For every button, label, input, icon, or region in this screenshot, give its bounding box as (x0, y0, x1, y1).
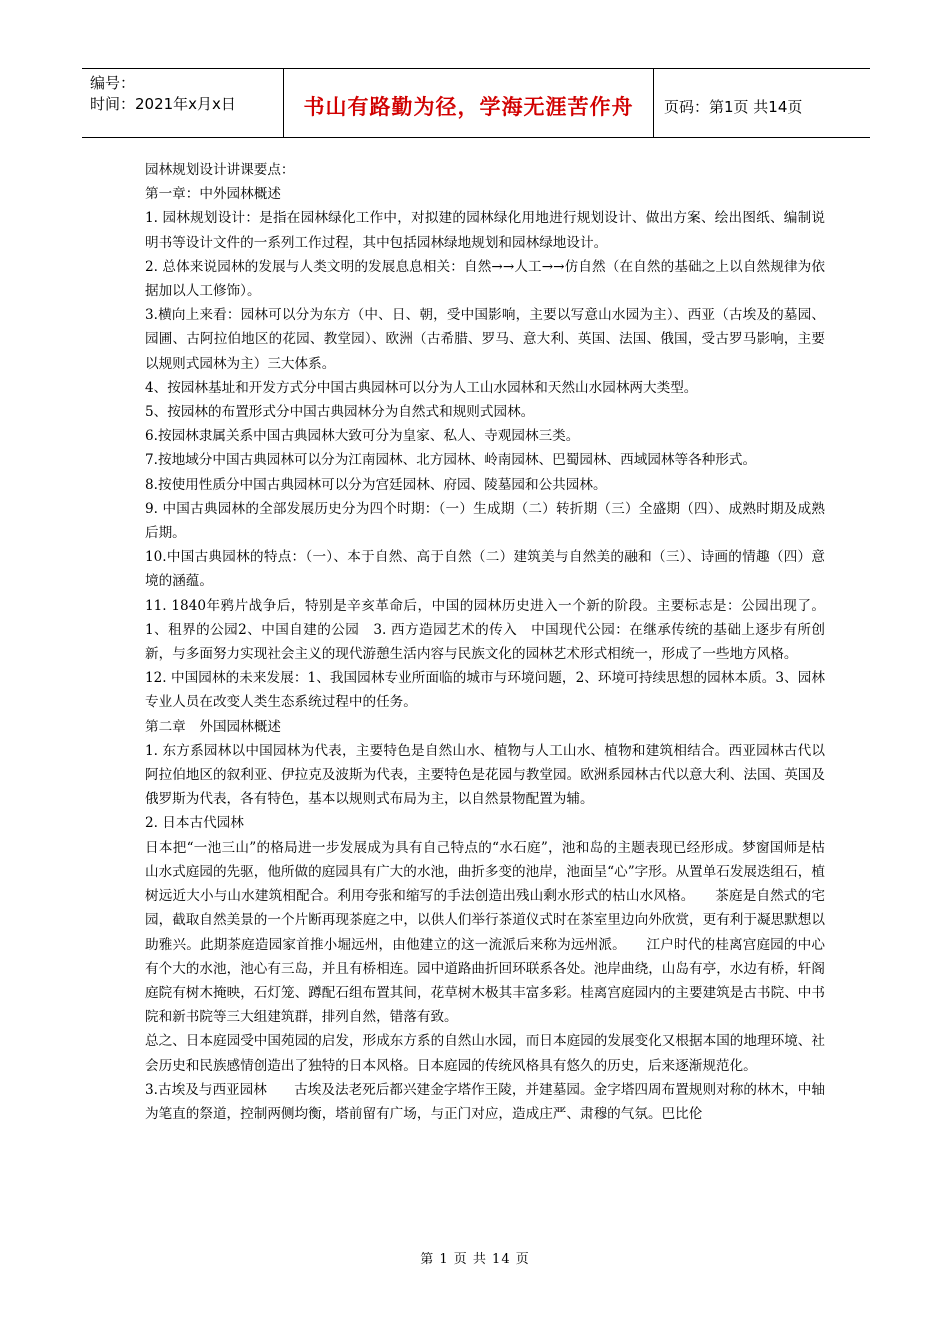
body-paragraph: 9. 中国古典园林的全部发展历史分为四个时期：（一）生成期（二）转折期（三）全盛期（四）、成熟时期及成熟后期。 (145, 500, 825, 542)
document-header (82, 68, 870, 138)
header-meta (82, 69, 284, 137)
body-paragraph: 7.按地域分中国古典园林可以分为江南园林、北方园林、岭南园林、巴蜀园林、西域园林等各种形式。 (145, 452, 757, 469)
body-paragraph: 3.古埃及与西亚园林 古埃及法老死后都兴建金字塔作王陵，并建墓园。金字塔四周布置规则对称的林木，中轴为笔直的祭道，控制两侧均衡，塔前留有广场，与正门对应，造成庄严、肃穆的气氛。巴比伦 (145, 1081, 825, 1122)
page-footer: 第 1 页 共 14 页 (420, 1252, 530, 1267)
chapter-heading: 第二章 外国园林概述 (145, 718, 281, 735)
chapter-heading: 第一章：中外园林概述 (145, 186, 281, 203)
date-label: 时间：2021年x月x日 (90, 95, 236, 113)
section-heading: 2. 日本古代园林 (145, 815, 244, 832)
body-paragraph: 3.横向上来看：园林可以分为东方（中、日、朝，受中国影响，主要以写意山水园为主）、西亚（古埃及的墓园、园圃、古阿拉伯地区的花园、教堂园）、欧洲（古希腊、罗马、意大利、英国、法国、俄国，受古罗马影响，主要以规则式园林为主）三大体系。 (145, 307, 825, 372)
body-paragraph: 总之、日本庭园受中国苑园的启发，形成东方系的自然山水园，而日本庭园的发展变化又根据本国的地理环境、社会历史和民族感情创造出了独特的日本风格。日本庭园的传统风格具有悠久的历史，后来逐渐规范化。 (145, 1033, 825, 1074)
header-page-info: 页码：第1页 共14页 (664, 97, 803, 116)
header-motto: 书山有路勤为径，学海无涯苦作舟 (284, 69, 654, 137)
body-paragraph: 5、按园林的布置形式分中国古典园林分为自然式和规则式园林。 (145, 404, 535, 421)
body-paragraph: 1. 园林规划设计：是指在园林绿化工作中，对拟建的园林绿化用地进行规划设计、做出方案、绘出图纸、编制说明书等设计文件的一系列工作过程，其中包括园林绿地规划和园林绿地设计。 (145, 210, 825, 251)
body-paragraph: 园林规划设计讲课要点： (145, 162, 295, 178)
body-paragraph: 2. 总体来说园林的发展与人类文明的发展息息相关：自然→→人工→→仿自然（在自然的基础之上以自然规律为依据加以人工修饰）。 (145, 258, 825, 300)
body-paragraph: 4、按园林基址和开发方式分中国古典园林可以分为人工山水园林和天然山水园林两大类型。 (145, 379, 698, 396)
body-paragraph: 11. 1840年鸦片战争后，特别是辛亥革命后，中国的园林历史进入一个新的阶段。主要标志是：公园出现了。1、租界的公园2、中国自建的公园 3. 西方造园艺术的传入 中国现代公园：在继承传统的基础上逐步有所创新，与多面努力实现社会主义的现代游憩生活内容与民族文化的园林艺术形式相统一，形成了一些地方风格。 (145, 597, 825, 663)
body-paragraph: 日本把“一池三山”的格局进一步发展成为具有自己特点的“水石庭”，池和岛的主题表现已经形成。梦窗国师是枯山水式庭园的先驱，他所做的庭园具有广大的水池，曲折多变的池岸，池面呈“心”字形。从置单石发展迭组石，植树远近大小与山水建筑相配合。利用夸张和缩写的手法创造出残山剩水形式的枯山水风格。 茶庭是自然式的宅园，截取自然美景的一个片断再现茶庭之中，以供人们举行茶道仪式时在茶室里边向外欣赏，更有利于凝思默想以助雅兴。此期茶庭造园家首推小堀远州，由他建立的这一流派后来称为远州派。 江户时代的桂离宫庭园的中心有个大的水池，池心有三岛，并且有桥相连。园中道路曲折回环联系各处。池岸曲绕，山岛有亭，水边有桥，轩阁庭院有树木掩映，石灯笼、蹲配石组布置其间，花草树木极其丰富多彩。桂离宫庭园内的主要建筑是古书院、中书院和新书院等三大组建筑群，排列自然，错落有致。 (145, 839, 825, 1026)
number-label: 编号： (90, 74, 136, 92)
body-paragraph: 1. 东方系园林以中国园林为代表，主要特色是自然山水、植物与人工山水、植物和建筑相结合。西亚园林古代以阿拉伯地区的叙利亚、伊拉克及波斯为代表，主要特色是花园与教堂园。欧洲系园林古代以意大利、法国、英国及俄罗斯为代表，各有特色，基本以规则式布局为主，以自然景物配置为辅。 (145, 742, 825, 808)
body-paragraph: 12. 中国园林的未来发展：1、我国园林专业所面临的城市与环境问题，2、环境可持续思想的园林本质。3、园林专业人员在改变人类生态系统过程中的任务。 (145, 670, 825, 711)
document-body (145, 158, 825, 1126)
body-paragraph: 8.按使用性质分中国古典园林可以分为宫廷园林、府园、陵墓园和公共园林。 (145, 476, 607, 493)
body-paragraph: 10.中国古典园林的特点：（一）、本于自然、高于自然（二）建筑美与自然美的融和（三）、诗画的情趣（四）意境的涵蕴。 (145, 549, 825, 590)
body-paragraph: 6.按园林隶属关系中国古典园林大致可分为皇家、私人、寺观园林三类。 (145, 428, 580, 445)
